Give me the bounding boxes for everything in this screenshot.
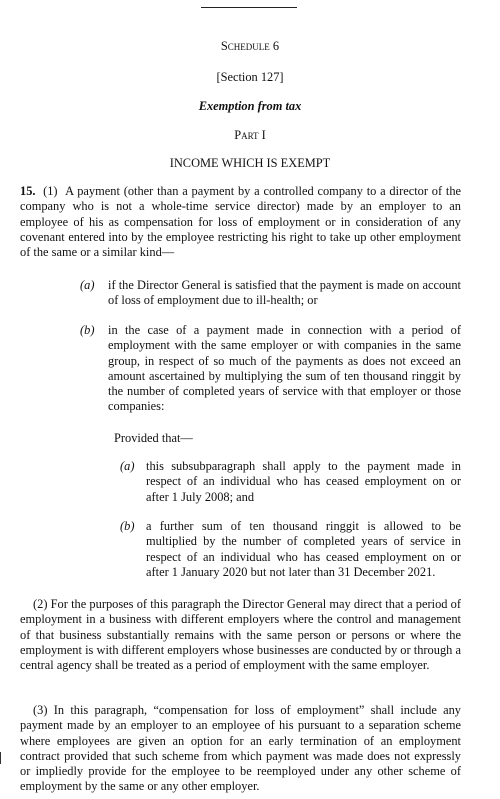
item-a-text: if the Director General is satisfied that the payment is made on account of loss of employment due to ill-health; or bbox=[108, 278, 461, 308]
paragraph-15-subparagraph-1 bbox=[20, 184, 461, 260]
top-rule bbox=[201, 7, 297, 8]
part-title: INCOME WHICH IS EXEMPT bbox=[169, 156, 331, 170]
paragraph-number: 15. bbox=[20, 184, 36, 198]
proviso: Provided that— bbox=[114, 431, 193, 445]
paragraph-15-subparagraph-2: (2) For the purposes of this paragraph the Director General may direct that a period of employment in a business with different employers where the control and management of that business substantially remains with the same person or persons or where the employment is with different employers whose businesses are conducted by or through a central agency shall be treated as a period of employment with the same employer. bbox=[20, 597, 461, 673]
margin-change-bar bbox=[0, 752, 1, 764]
schedule-heading: Schedule 6 bbox=[220, 39, 280, 53]
proviso-a-label: (a) bbox=[120, 459, 135, 473]
item-a-label: (a) bbox=[80, 278, 95, 292]
schedule-title: Exemption from tax bbox=[198, 99, 302, 113]
proviso-a-text: this subsubparagraph shall apply to the payment made in respect of an individual who has ceased employment on or after 1 July 2008; and bbox=[146, 459, 461, 504]
subparagraph-1-label: (1) bbox=[43, 184, 58, 198]
item-b-text: in the case of a payment made in connection with a period of employment with the same employer or with companies in the same group, in respect of so much of the payments as does not exceed an amount ascertained by multiplying the sum of ten thousand ringgit by the number of completed years of service with that employer or those companies: bbox=[108, 323, 461, 414]
subparagraph-1-text: A payment (other than a payment by a controlled company to a director of the company who is not a whole-time service director) made by an employer to an employee of his as compensation for loss of employment or in consideration of any covenant entered into by the employee restricting his right to take up other employment of the same or a similar kind— bbox=[20, 184, 462, 260]
section-reference: [Section 127] bbox=[216, 70, 284, 84]
paragraph-15-subparagraph-3: (3) In this paragraph, “compensation for loss of employment” shall include any payment made by an employer to an employee of his pursuant to a separation scheme where employees are given an option for an early termination of an employment contract provided that such scheme from which payment was made does not expressly or impliedly provide for the employee to be reemployed under any other scheme of employment by the same or any other employer. bbox=[20, 703, 461, 794]
proviso-b-label: (b) bbox=[120, 519, 135, 533]
part-heading: Part I bbox=[234, 128, 266, 142]
item-b-label: (b) bbox=[80, 323, 95, 337]
proviso-b-text: a further sum of ten thousand ringgit is allowed to be multiplied by the number of completed years of service in respect of an individual who has ceased employment on or after 1 January 2020 but not later than 31 December 2021. bbox=[146, 519, 461, 579]
